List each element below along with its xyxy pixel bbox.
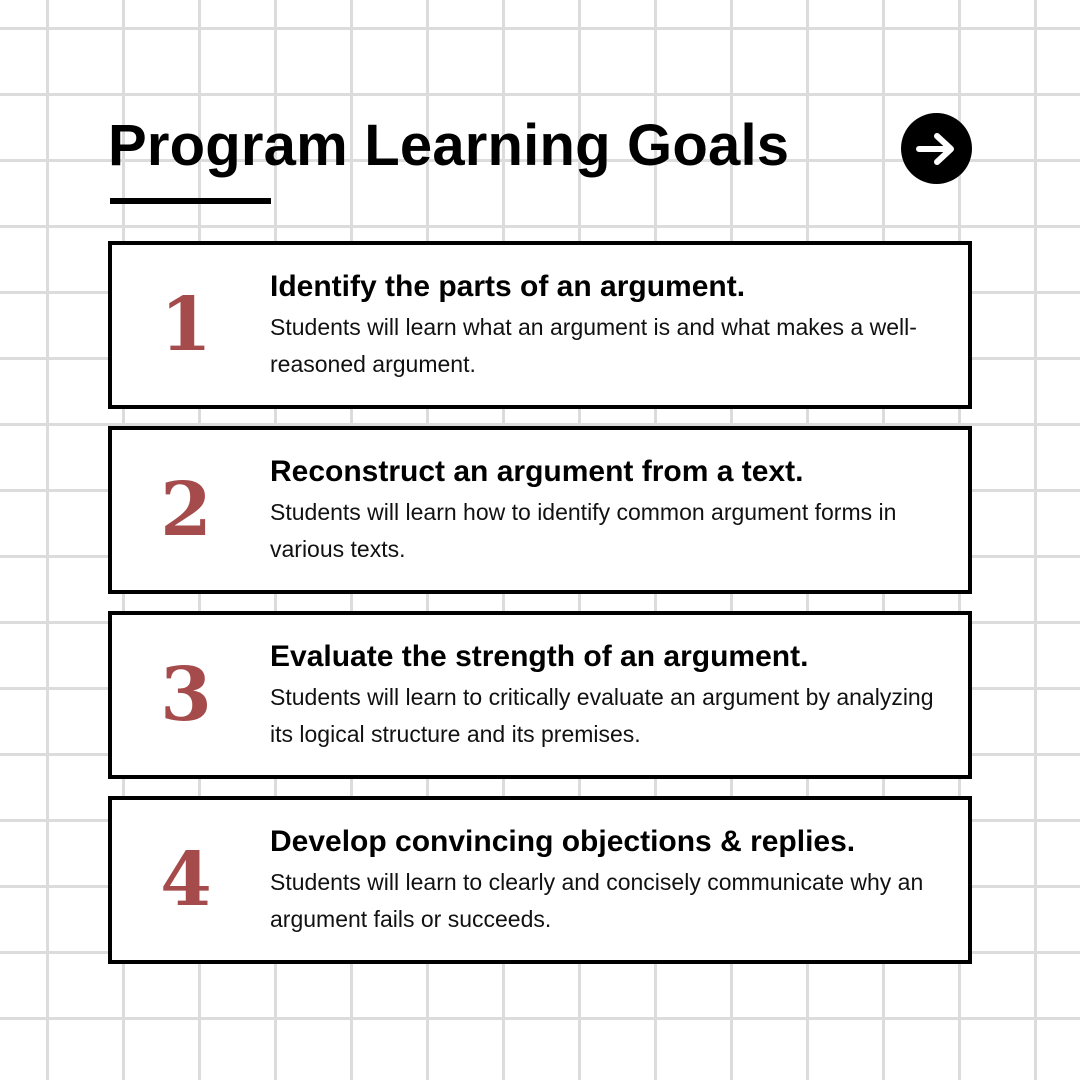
goal-heading: Identify the parts of an argument. <box>270 270 746 303</box>
goal-text <box>270 637 950 753</box>
goal-heading: Develop convincing objections & replies. <box>270 825 856 858</box>
arrow-right-icon <box>915 131 959 167</box>
title-underline <box>110 198 271 204</box>
goal-number: 2 <box>160 467 212 553</box>
goal-heading: Reconstruct an argument from a text. <box>270 455 804 488</box>
goal-number: 3 <box>160 652 212 738</box>
goal-heading: Evaluate the strength of an argument. <box>270 640 809 673</box>
page-title: Program Learning Goals <box>108 113 790 178</box>
goal-number: 1 <box>160 282 212 368</box>
goal-description: Students will learn what an argument is and what makes a well-reasoned argument. <box>270 314 917 377</box>
goal-card-3 <box>108 611 972 779</box>
goal-text <box>270 452 950 568</box>
goal-text <box>270 267 950 383</box>
goal-card-1 <box>108 241 972 409</box>
next-button[interactable] <box>901 113 972 184</box>
goal-text <box>270 822 950 938</box>
goal-description: Students will learn to clearly and concisely communicate why an argument fails or succeeds. <box>270 869 924 932</box>
goal-card-2 <box>108 426 972 594</box>
goal-number: 4 <box>160 837 212 923</box>
goal-card-4 <box>108 796 972 964</box>
goal-description: Students will learn how to identify common argument forms in various texts. <box>270 499 897 562</box>
goal-description: Students will learn to critically evaluate an argument by analyzing its logical structure and its premises. <box>270 684 934 747</box>
